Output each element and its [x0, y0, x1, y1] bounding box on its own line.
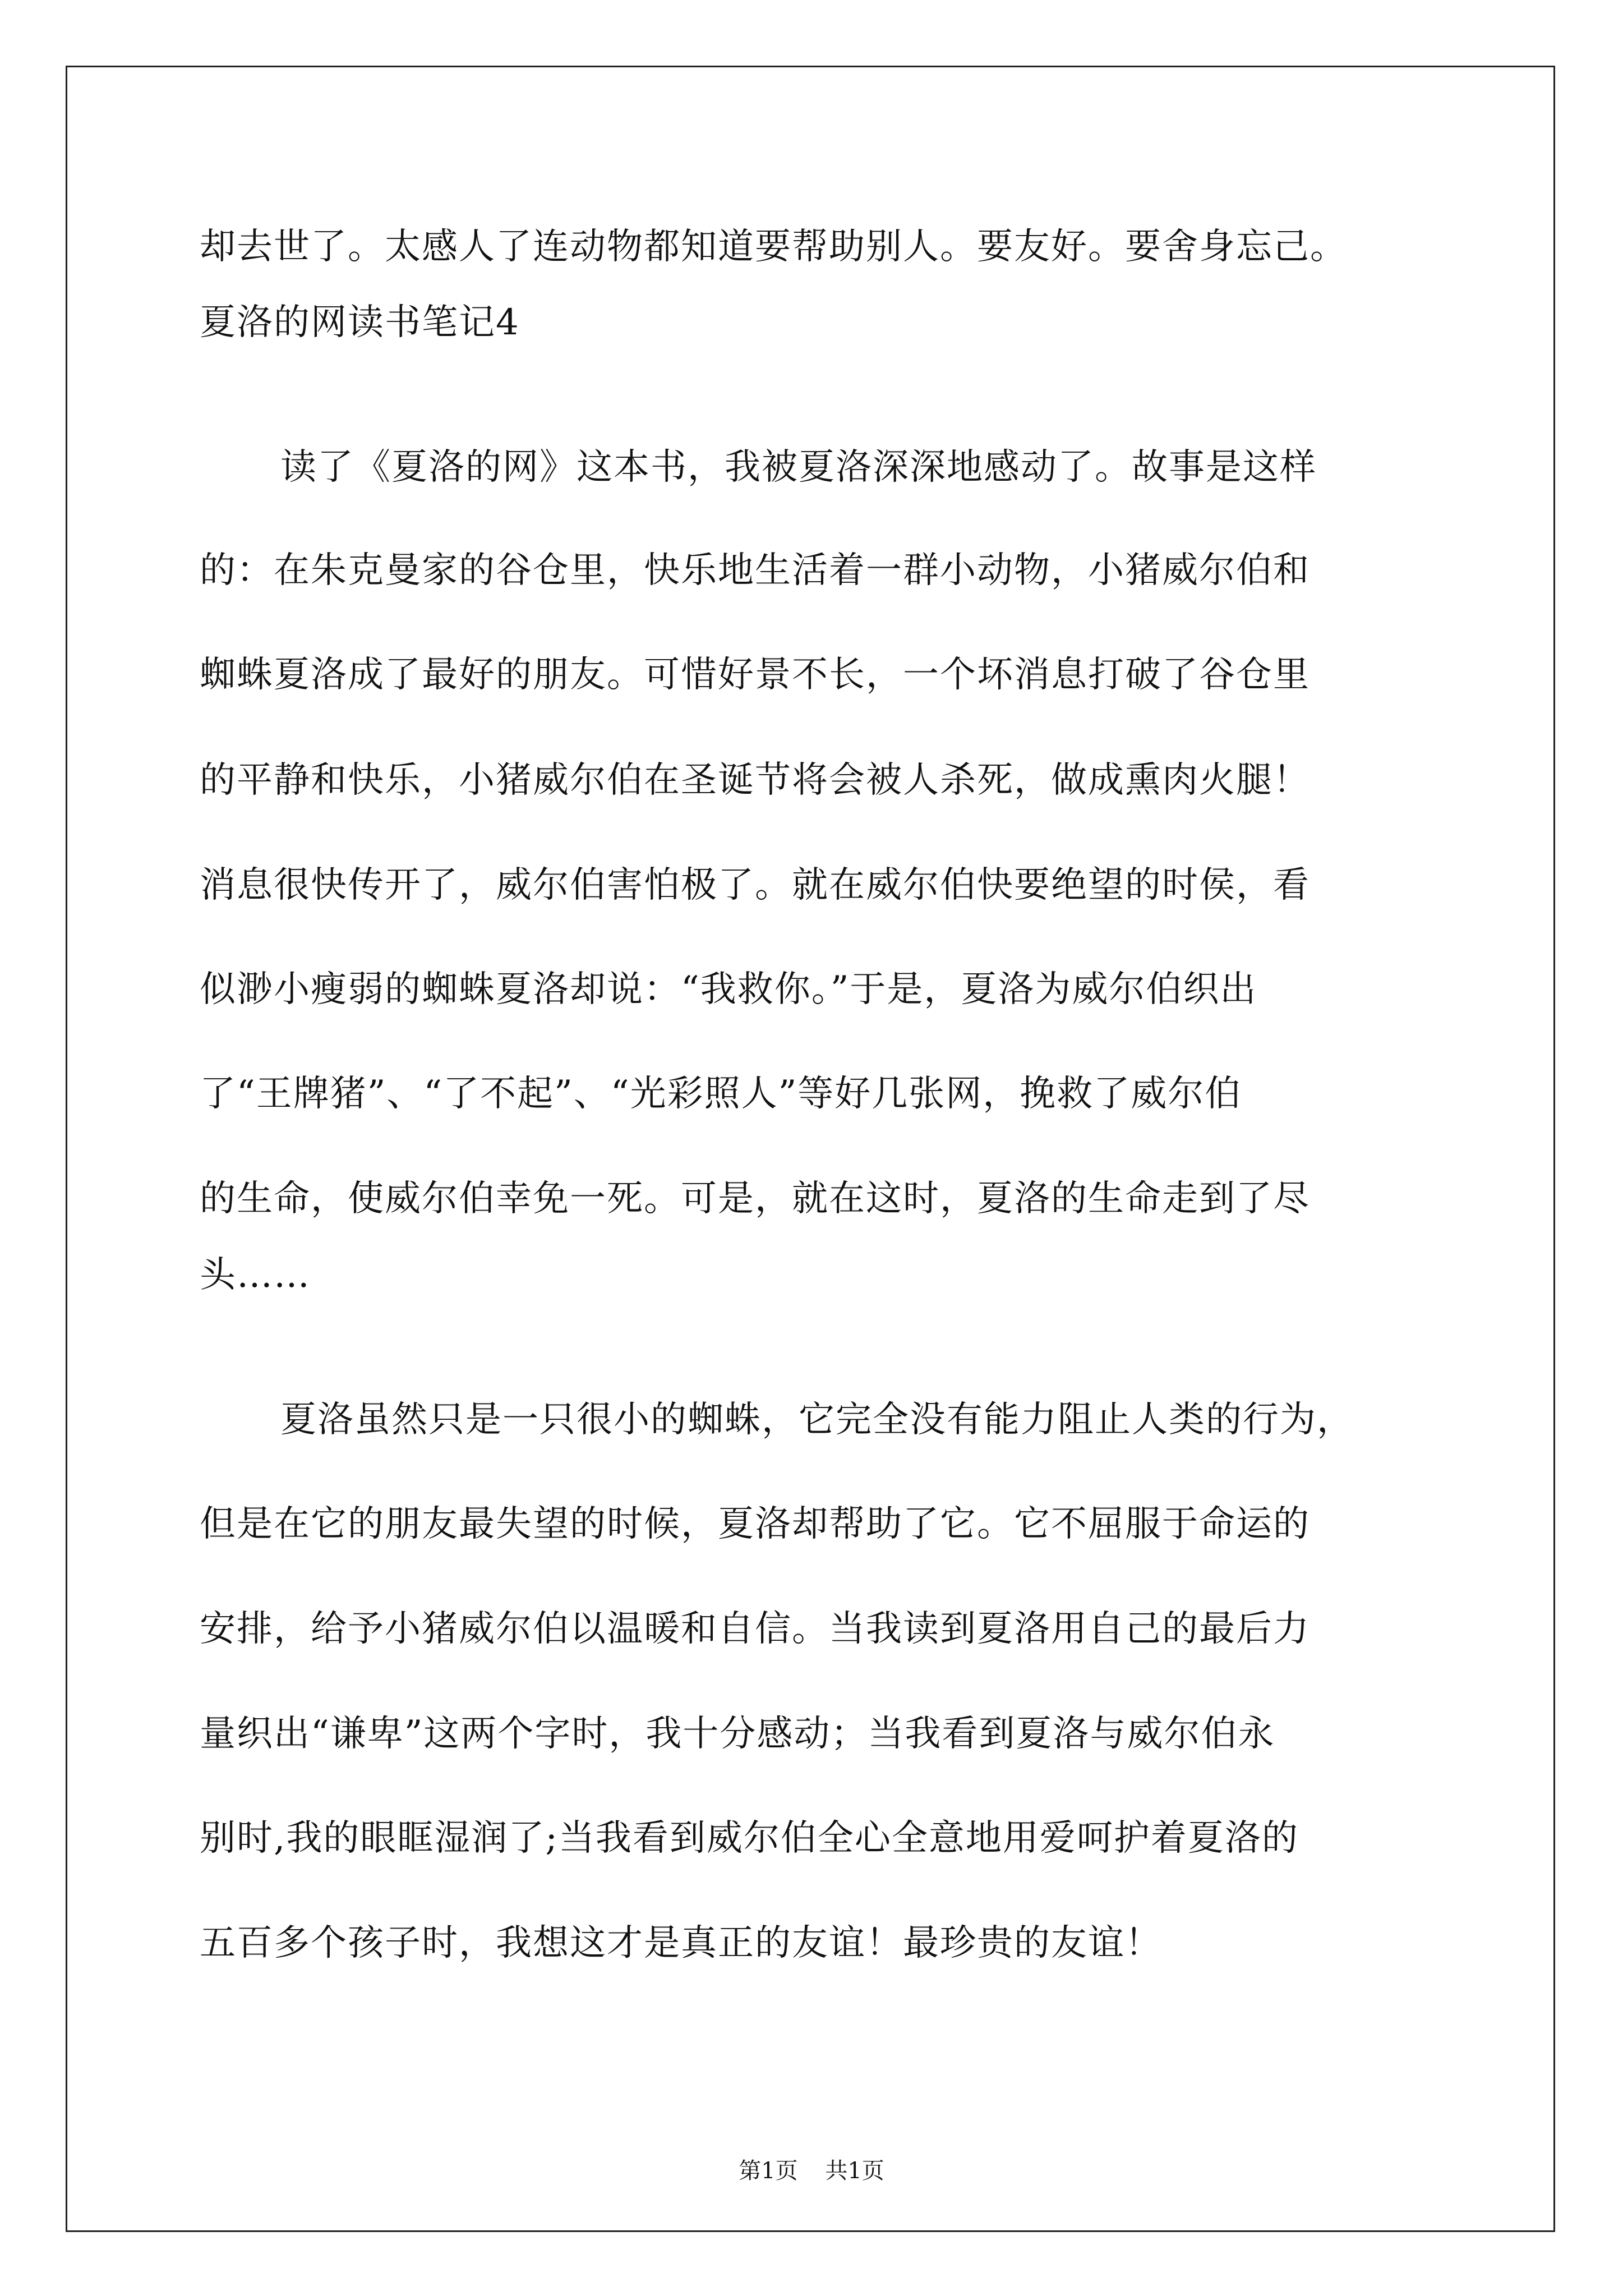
body-line-9: 了“王牌猪”、“了不起”、“光彩照人”等好几张网，挽救了威尔伯 [200, 1073, 1242, 1115]
body-line-16: 别时,我的眼眶湿润了;当我看到威尔伯全心全意地用爱呵护着夏洛的 [200, 1818, 1299, 1859]
body-line-13: 但是在它的朋友最失望的时候，夏洛却帮助了它。它不屈服于命运的 [200, 1503, 1310, 1545]
body-line-1: 却去世了。太感人了连动物都知道要帮助别人。要友好。要舍身忘己。 [200, 226, 1347, 268]
body-line-10: 的生命，使威尔伯幸免一死。可是，就在这时，夏洛的生命走到了尽 [200, 1178, 1310, 1220]
page-border [66, 66, 1555, 2232]
page-number-total: 共1页 [825, 2158, 884, 2184]
body-line-3: 读了《夏洛的网》这本书，我被夏洛深深地感动了。故事是这样 [280, 447, 1317, 488]
body-line-7: 消息很快传开了，威尔伯害怕极了。就在威尔伯快要绝望的时侯，看 [200, 864, 1310, 906]
section-heading: 夏洛的网读书笔记4 [200, 302, 520, 343]
body-line-4: 的：在朱克曼家的谷仓里，快乐地生活着一群小动物，小猪威尔伯和 [200, 550, 1310, 591]
page-number-current: 第1页 [739, 2158, 798, 2184]
body-line-15: 量织出“谦卑”这两个字时，我十分感动；当我看到夏洛与威尔伯永 [200, 1713, 1275, 1755]
body-line-5: 蜘蛛夏洛成了最好的朋友。可惜好景不长，一个坏消息打破了谷仓里 [200, 654, 1310, 696]
body-line-8: 似渺小瘦弱的蜘蛛夏洛却说：“我救你。”于是，夏洛为威尔伯织出 [200, 969, 1257, 1010]
body-line-12: 夏洛虽然只是一只很小的蜘蛛，它完全没有能力阻止人类的行为， [280, 1399, 1354, 1441]
body-line-11: 头…… [200, 1254, 311, 1296]
page-footer [0, 2157, 1623, 2185]
body-line-17: 五百多个孩子时，我想这才是真正的友谊！最珍贵的友谊！ [200, 1922, 1162, 1964]
body-line-14: 安排，给予小猪威尔伯以温暖和自信。当我读到夏洛用自己的最后力 [200, 1608, 1310, 1650]
body-line-6: 的平静和快乐，小猪威尔伯在圣诞节将会被人杀死，做成熏肉火腿！ [200, 760, 1310, 801]
